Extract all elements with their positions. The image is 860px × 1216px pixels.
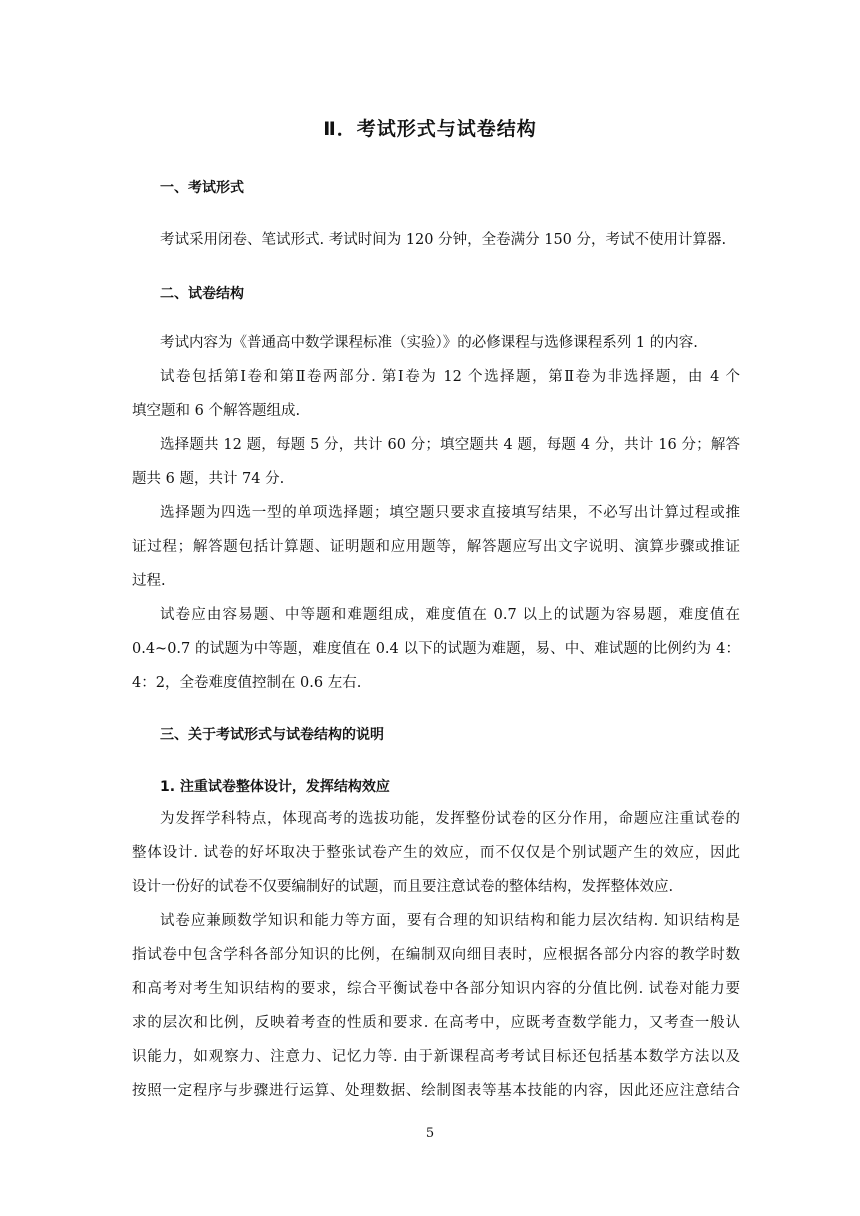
- text-line: 证过程；解答题包括计算题、证明题和应用题等，解答题应写出文字说明、演算步骤或推证: [132, 539, 740, 555]
- text-line: 填空题和 6 个解答题组成.: [132, 403, 301, 419]
- text-line: 指试卷中包含学科各部分知识的比例，在编制双向细目表时，应根据各部分内容的教学时数: [132, 947, 740, 963]
- section2-paragraph-2: [132, 360, 740, 428]
- text-line: 试卷应由容易题、中等题和难题组成，难度值在 0.7 以上的试题为容易题，难度值在: [160, 607, 740, 623]
- text-line: 求的层次和比例，反映着考查的性质和要求. 在高考中，应既考查数学能力，又考查一般认: [132, 1015, 740, 1031]
- section2-paragraph-4: [132, 496, 740, 598]
- text-line: 选择题共 12 题，每题 5 分，共计 60 分；填空题共 4 题，每题 4 分，共计 16 分；解答: [160, 437, 740, 453]
- section2-paragraph-3: [132, 428, 740, 496]
- text-line: 和高考对考生知识结构的要求，综合平衡试卷中各部分知识内容的分值比例. 试卷对能力要: [132, 981, 740, 997]
- text-line: 0.4~0.7 的试题为中等题，难度值在 0.4 以下的试题为难题，易、中、难试题的比例约为 4：: [132, 641, 740, 657]
- text-line: 按照一定程序与步骤进行运算、处理数据、绘制图表等基本技能的内容，因此还应注意结合: [132, 1083, 740, 1099]
- text-line: 试卷应兼顾数学知识和能力等方面，要有合理的知识结构和能力层次结构. 知识结构是: [160, 913, 740, 929]
- section2-paragraph-1: [132, 326, 740, 360]
- page-title: Ⅱ．考试形式与试卷结构: [323, 118, 537, 140]
- page-number: 5: [425, 1126, 435, 1141]
- text-line: 过程.: [132, 573, 166, 589]
- section1-heading: 一、考试形式: [160, 180, 244, 196]
- text-line: 设计一份好的试卷不仅要编制好的试题，而且要注意试卷的整体结构，发挥整体效应.: [132, 879, 674, 895]
- section3-subheading: 1. 注重试卷整体设计，发挥结构效应: [160, 779, 390, 795]
- text-line: 考试采用闭卷、笔试形式. 考试时间为 120 分钟，全卷满分 150 分，考试不使用计算器.: [160, 232, 727, 248]
- section1-paragraph: [132, 223, 740, 257]
- text-line: 识能力，如观察力、注意力、记忆力等. 由于新课程高考考试目标还包括基本数学方法以及: [132, 1049, 740, 1065]
- section3-heading: 三、关于考试形式与试卷结构的说明: [160, 727, 384, 743]
- section3-paragraph-1: [132, 802, 740, 904]
- text-line: 选择题为四选一型的单项选择题；填空题只要求直接填写结果，不必写出计算过程或推: [160, 505, 740, 521]
- section2-paragraph-5: [132, 598, 740, 700]
- text-line: 整体设计. 试卷的好坏取决于整张试卷产生的效应，而不仅仅是个别试题产生的效应，因此: [132, 845, 740, 861]
- text-line: 为发挥学科特点，体现高考的选拔功能，发挥整份试卷的区分作用，命题应注重试卷的: [160, 811, 740, 827]
- section2-heading: 二、试卷结构: [160, 286, 244, 302]
- text-line: 题共 6 题，共计 74 分.: [132, 471, 285, 487]
- text-line: 试卷包括第Ⅰ卷和第Ⅱ卷两部分. 第Ⅰ卷为 12 个选择题，第Ⅱ卷为非选择题，由 4 个: [160, 369, 740, 385]
- text-line: 4：2，全卷难度值控制在 0.6 左右.: [132, 675, 362, 691]
- text-line: 考试内容为《普通高中数学课程标准（实验）》的必修课程与选修课程系列 1 的内容.: [160, 335, 698, 351]
- section3-paragraph-2: [132, 904, 740, 1108]
